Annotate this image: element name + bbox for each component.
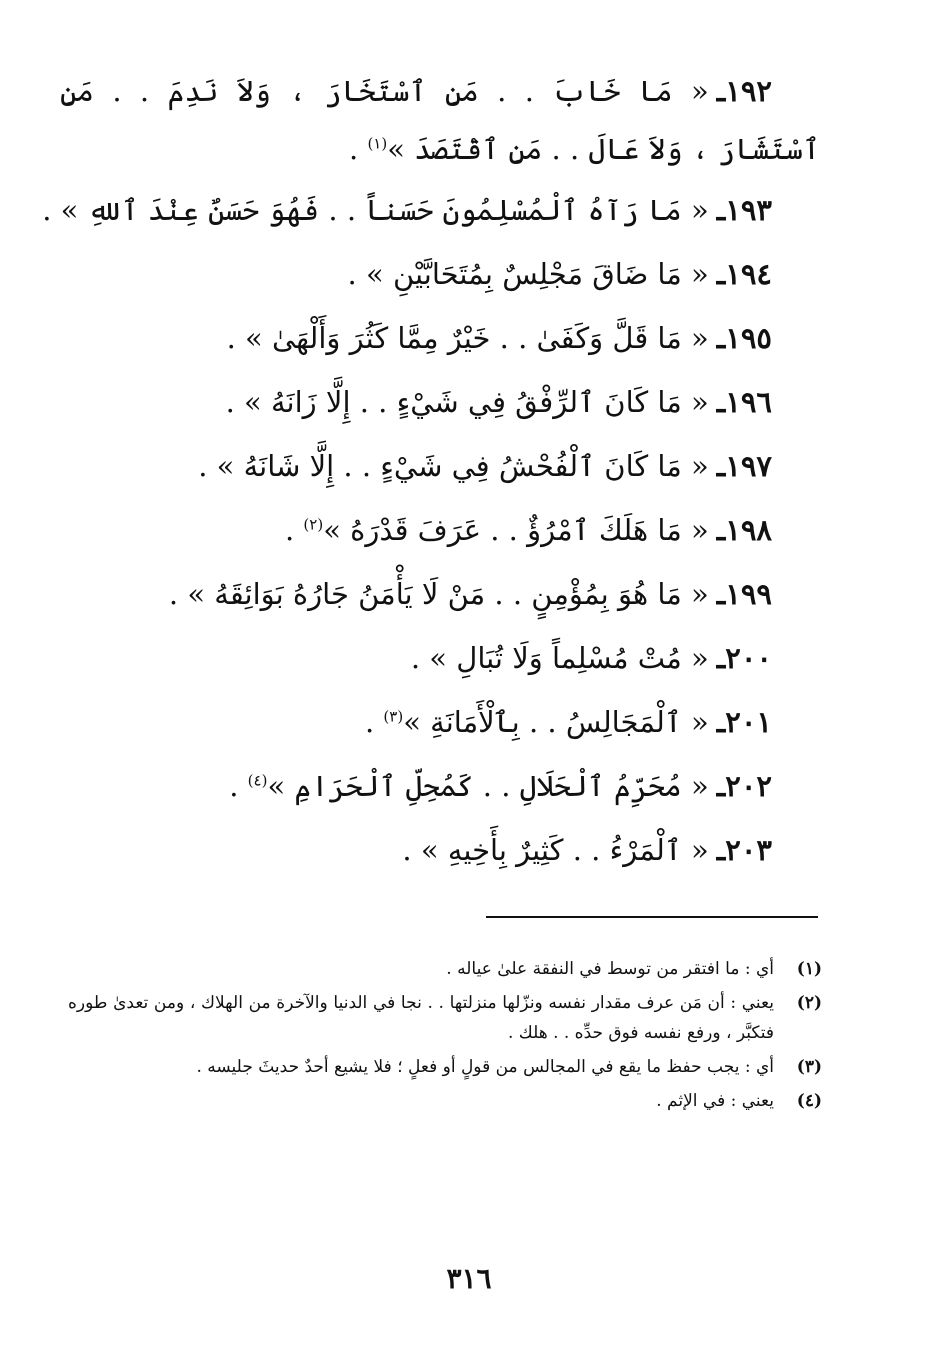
entry-end: . bbox=[168, 577, 188, 611]
entry-number: ٢٠٢ـ bbox=[716, 769, 772, 803]
entry-end: . bbox=[349, 132, 368, 166]
entry-end: . bbox=[225, 385, 245, 419]
entry-text: « مَا كَانَ ٱلْفُحْشُ فِي شَيْءٍ . . إِلَّا شَانَهُ » bbox=[216, 449, 709, 483]
footnote bbox=[68, 988, 822, 1048]
hadith-entry bbox=[60, 562, 820, 626]
footnotes bbox=[68, 954, 822, 1120]
entry-text: « مَا كَانَ ٱلرِّفْقُ فِي شَيْءٍ . . إِلَّا زَانَهُ » bbox=[244, 385, 709, 419]
footnote-text: يعني : أن مَن عرف مقدار نفسه ونزّلها منزلتها . . نجا في الدنيا والآخرة من الهلاك ، ومن تعدىٰ طوره فتكبَّر ، ورفع نفسه فوق حدِّه . . هلك . bbox=[68, 993, 774, 1043]
hadith-entry bbox=[60, 370, 820, 434]
entry-number: ١٩٦ـ bbox=[716, 385, 772, 419]
footnote-text: يعني : في الإثم . bbox=[656, 1091, 774, 1111]
hadith-entry bbox=[60, 626, 820, 690]
entry-end: . bbox=[226, 321, 245, 355]
entry-number: ٢٠٣ـ bbox=[716, 833, 772, 867]
entry-end: . bbox=[198, 449, 217, 483]
entry-number: ٢٠١ـ bbox=[716, 705, 772, 739]
entry-end: . bbox=[347, 257, 366, 291]
footnote-reference: (٣) bbox=[383, 707, 404, 726]
hadith-list bbox=[42, 62, 820, 882]
entry-end: . bbox=[42, 193, 61, 227]
footnote bbox=[68, 954, 822, 984]
hadith-entry bbox=[60, 690, 820, 754]
entry-text: « ٱلْمَرْءُ . . كَثِيرٌ بِأَخِيهِ » bbox=[420, 833, 709, 867]
entry-text: « مَا رَآهُ ٱلْمُسْلِمُونَ حَسَناً . . فَهُوَ حَسَنٌ عِنْدَ ٱللهِ » bbox=[60, 193, 709, 227]
entry-end: . bbox=[229, 769, 248, 803]
footnote bbox=[68, 1052, 822, 1082]
entry-end: . bbox=[284, 513, 304, 547]
entry-end: . bbox=[402, 833, 421, 867]
entry-text: « مُتْ مُسْلِماً وَلَا تُبَالِ » bbox=[429, 641, 709, 675]
hadith-entry bbox=[60, 434, 820, 498]
page-number: ٣١٦ bbox=[446, 1262, 492, 1295]
entry-text: « مَا هُوَ بِمُؤْمِنٍ . . مَنْ لَا يَأْمَنُ جَارُهُ بَوَائِقَهُ » bbox=[187, 577, 709, 611]
footnote bbox=[68, 1086, 822, 1116]
entry-text: « مُحَرِّمُ ٱلْحَلَالِ . . كَمُحِلِّ ٱلْحَرَامِ » bbox=[267, 769, 709, 803]
entry-text: « مَا قَلَّ وَكَفَىٰ . . خَيْرٌ مِمَّا كَثُرَ وَأَلْهَىٰ » bbox=[245, 321, 709, 355]
entry-number: ١٩٩ـ bbox=[716, 577, 772, 611]
entry-text: « مَا خَابَ . . مَنِ ٱسْتَخَارَ ، وَلاَ نَدِمَ . . مَنِ ٱسْتَشَارَ ، وَلاَ عَالَ . . مَنِ ٱقْتَصَدَ » bbox=[60, 74, 820, 166]
hadith-entry bbox=[60, 818, 820, 882]
footnote-reference: (٤) bbox=[247, 771, 268, 790]
hadith-entry bbox=[60, 242, 820, 306]
entry-number: ١٩٤ـ bbox=[716, 257, 772, 291]
entry-end: . bbox=[410, 641, 430, 675]
entry-number: ١٩٢ـ bbox=[716, 74, 772, 108]
footnote-reference: (٢) bbox=[303, 515, 324, 534]
footnote-number: (٤) bbox=[796, 1091, 822, 1111]
footnote-reference: (١) bbox=[367, 134, 388, 153]
entry-text: « مَا هَلَكَ ٱمْرُؤٌ . . عَرَفَ قَدْرَهُ » bbox=[323, 513, 709, 547]
footnote-number: (١) bbox=[796, 959, 822, 979]
hadith-entry bbox=[60, 62, 820, 178]
hadith-entry bbox=[42, 178, 820, 242]
hadith-entry bbox=[60, 498, 820, 562]
footnote-separator bbox=[486, 916, 818, 918]
entry-number: ١٩٧ـ bbox=[716, 449, 772, 483]
footnote-text: أي : ما افتقر من توسط في النفقة علىٰ عياله . bbox=[446, 959, 774, 979]
entry-number: ٢٠٠ـ bbox=[716, 641, 772, 675]
footnote-number: (٢) bbox=[796, 993, 822, 1013]
entry-number: ١٩٨ـ bbox=[716, 513, 772, 547]
hadith-entry bbox=[60, 754, 820, 818]
hadith-entry bbox=[60, 306, 820, 370]
entry-end: . bbox=[364, 705, 384, 739]
entry-text: « ٱلْمَجَالِسُ . . بِٱلْأَمَانَةِ » bbox=[403, 705, 709, 739]
entry-number: ١٩٥ـ bbox=[716, 321, 772, 355]
footnote-number: (٣) bbox=[796, 1057, 822, 1077]
entry-number: ١٩٣ـ bbox=[716, 193, 772, 227]
entry-text: « مَا ضَاقَ مَجْلِسٌ بِمُتَحَابَّيْنِ » bbox=[365, 257, 709, 291]
footnote-text: أي : يجب حفظ ما يقع في المجالس من قولٍ أو فعلٍ ؛ فلا يشيع أحدٌ حديثَ جليسه . bbox=[196, 1057, 774, 1077]
